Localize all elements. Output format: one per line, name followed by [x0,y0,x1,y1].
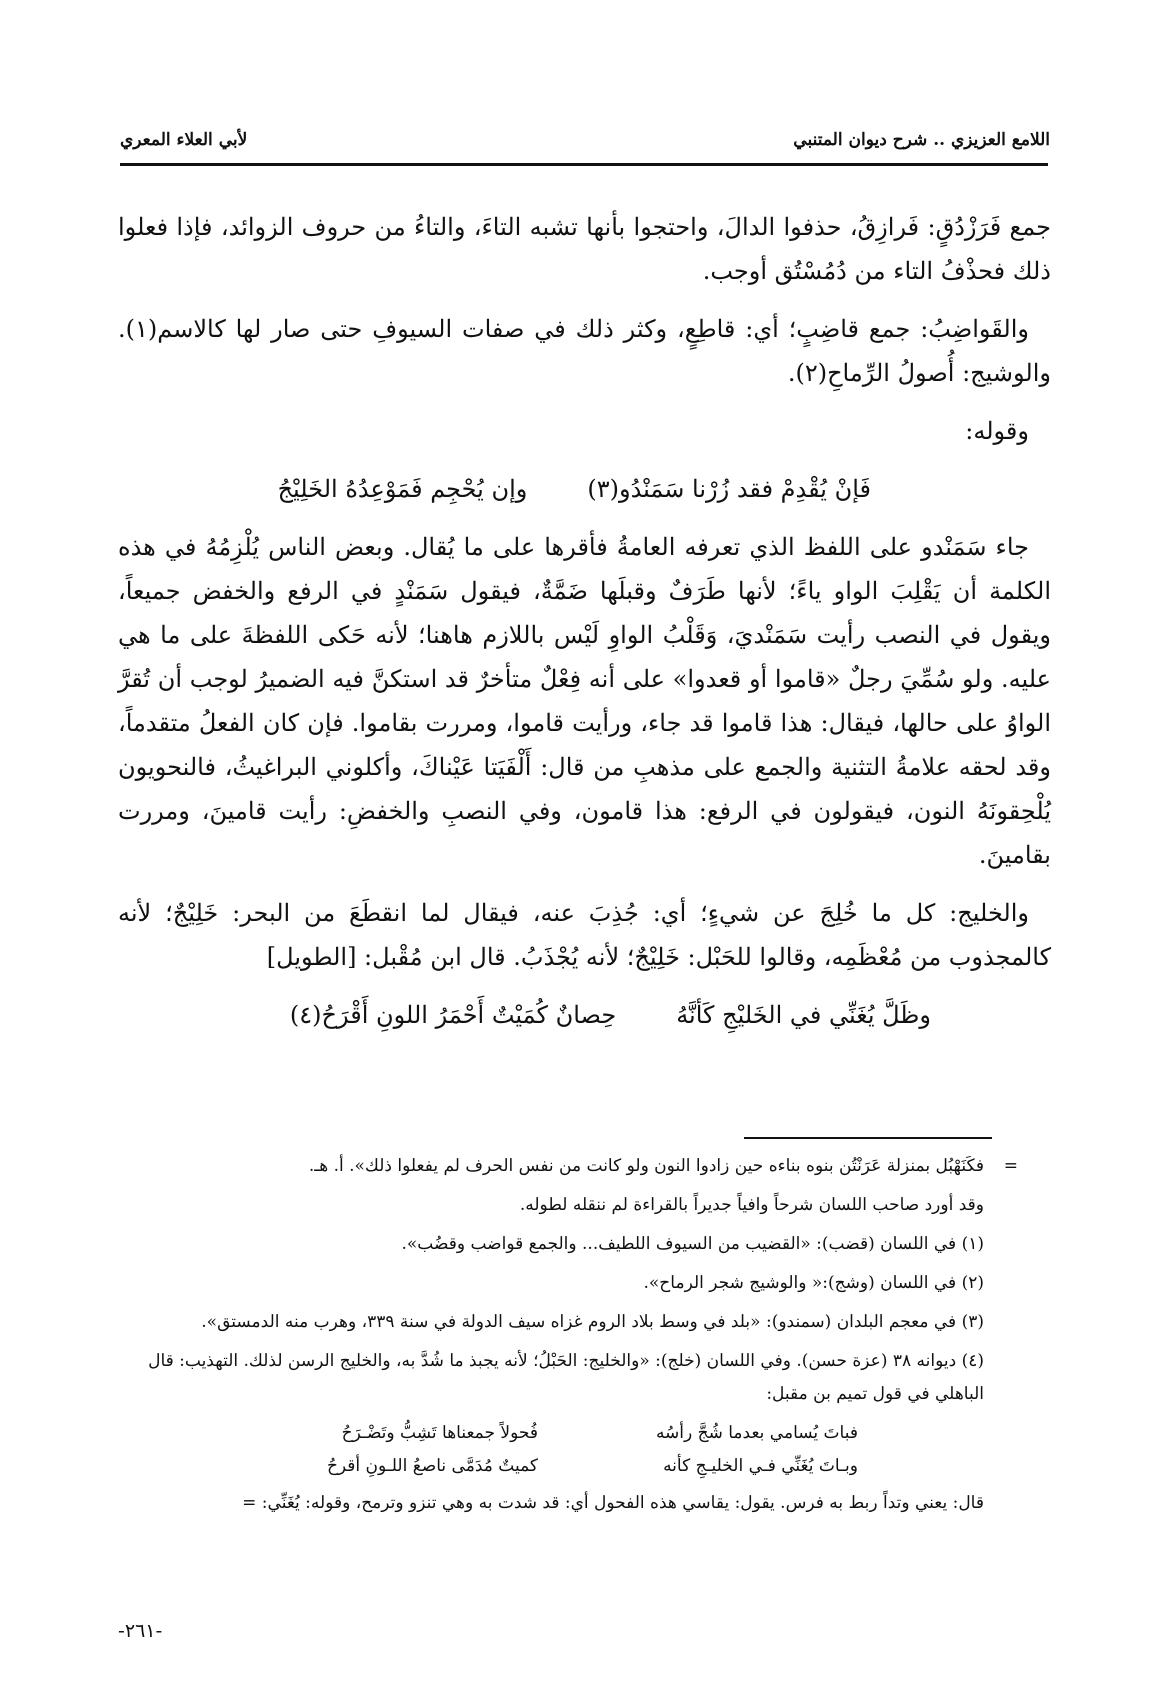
poem-hemistich: كميتٌ مُدَمَّى ناصعُ اللـونِ أقرحُ [326,1456,538,1476]
footnote-continuation [118,1150,1018,1183]
footnote-1: (١) في اللسان (قضب): «القضيب من السيوف اللطيف... والجمع قواضب وقضُب». [401,1234,984,1254]
verse-first-hemistich: فَإنْ يُقْدِمْ فقد زُرْنا سَمَنْدُو(٣) [587,475,871,503]
footnote-continuation-text: فكَنَهْبُل بمنزلة عَرَنْتُن بنوه بناءه حين زادوا النون ولو كانت من نفس الحرف لم يفعلوا ذلك». أ. هـ. [308,1156,984,1176]
verse-second-hemistich: وإن يُحْجِم فَمَوْعِدُهُ الخَلِيْجُ [277,475,528,503]
paragraph: والخليج: كل ما خُلِجَ عن شيءٍ؛ أي: جُذِبَ عنه، فيقال لما انقطَعَ من البحر: خَلِيْجٌ؛ لأنه كالمجذوب من مُعْظَمِه، وقالوا للحَبْل: خَلِيْجٌ؛ لأنه يُجْذَبُ. قال ابن مُقْبل: [الطويل] [118,899,1051,971]
verse-intro: وقوله: [965,417,1029,445]
header-rule [120,163,1048,166]
paragraph: والقَواضِبُ: جمع قاضِبٍ؛ أي: قاطِعٍ، وكثر ذلك في صفات السيوفِ حتى صار لها كالاسم(١). والوشيج: أُصولُ الرِّماحِ(٢). [118,315,1051,387]
verse-second-hemistich: حِصانٌ كُمَيْتٌ أَحْمَرُ اللونِ أَقْرَحُ(٤) [289,1001,617,1029]
running-header [120,122,1050,162]
verse-line [118,993,1051,1037]
verse-line [118,467,1051,511]
footnote-3: (٣) في معجم البلدان (سمندو): «بلد في وسط بلاد الروم غزاه سيف الدولة في سنة ٣٣٩، وهرب منه الدمستق». [201,1312,984,1332]
footnote-poem [118,1417,1018,1483]
book-title: اللامع العزيزي .. شرح ديوان المتنبي [793,130,1050,150]
author-name: لأبي العلاء المعري [120,130,248,150]
poem-hemistich: فباتَ يُسامي بعدما شُجَّ رأسُه [655,1423,858,1443]
paragraph: جمع فَرَزْدُقٍ: فَرازِقُ، حذفوا الدالَ، واحتجوا بأنها تشبه التاءَ، والتاءُ من حروف الزوائد، فإذا فعلوا ذلك فحذْفُ التاء من دُمُسْتُق أوجب. [118,213,1051,285]
footnote-4: (٤) ديوانه ٣٨ (عزة حسن). وفي اللسان (خلج): «والخليج: الحَبْلُ؛ لأنه يجبذ ما شُدَّ به، والخليج الرسن لذلك. التهذيب: قال الباهلي في قول تميم بن مقبل: [148,1351,984,1404]
continuation-marker: = [1003,1156,1018,1176]
footnote-2: (٢) في اللسان (وشج):« والوشيج شجر الرماح». [643,1273,984,1293]
paragraph: جاء سَمَنْدو على اللفظ الذي تعرفه العامةُ فأقرها على ما يُقال. وبعض الناس يُلْزِمُهُ في هذه الكلمة أن يَقْلِبَ الواو ياءً؛ لأنها طَرَفٌ وقبلَها ضَمَّةٌ، فيقول سَمَنْدٍ في الرفع والخفض جميعاً، ويقول في النصب رأيت سَمَنْديَ، وَقَلْبُ الواوِ لَيْس باللازم هاهنا؛ لأنه حَكى اللفظةَ على ما هي عليه. ولو سُمِّيَ رجلٌ «قاموا أو قعدوا» على أنه فِعْلٌ متأخرٌ قد استكنَّ فيه الضميرُ لوجب أن تُقرَّ الواوُ على حالها، فيقال: هذا قاموا قد جاء، ورأيت قاموا، ومررت بقاموا. فإن كان الفعلُ متقدماً، وقد لحقه علامةُ التثنية والجمع على مذهبِ من قال: أَلْفَيَتا عَيْناكَ، وأكلوني البراغيثُ، فالنحويون يُلْحِقونَهُ النون، فيقولون في الرفع: هذا قامون، وفي النصبِ والخفضِ: رأيت قامينَ، ومررت بقامينَ. [118,533,1051,869]
footnote-4-end: قال: يعني وتداً ربط به فرس. يقول: يقاسي هذه الفحول أي: قد شدت به وهي تنزو وترمح، وقوله: يُغَنِّي: = [242,1493,984,1513]
poem-hemistich: فُحولاً جمعناها تَشِبُّ وتَضْـرَحُ [341,1423,538,1443]
poem-hemistich: وبـاتَ يُغَنِّي فـي الخليـجِ كأنه [663,1456,858,1476]
page-number: -٢٦١- [118,1620,163,1642]
main-text [118,205,1051,1051]
footnotes [118,1150,1018,1526]
verse-first-hemistich: وظَلَّ يُغَنِّي في الخَليْجِ كَأنَّهُ [676,1001,931,1029]
footnote-rule [744,1137,992,1139]
footnote-continuation: وقد أورد صاحب اللسان شرحاً وافياً جديراً بالقراءة لم ننقله لطوله. [519,1195,984,1215]
